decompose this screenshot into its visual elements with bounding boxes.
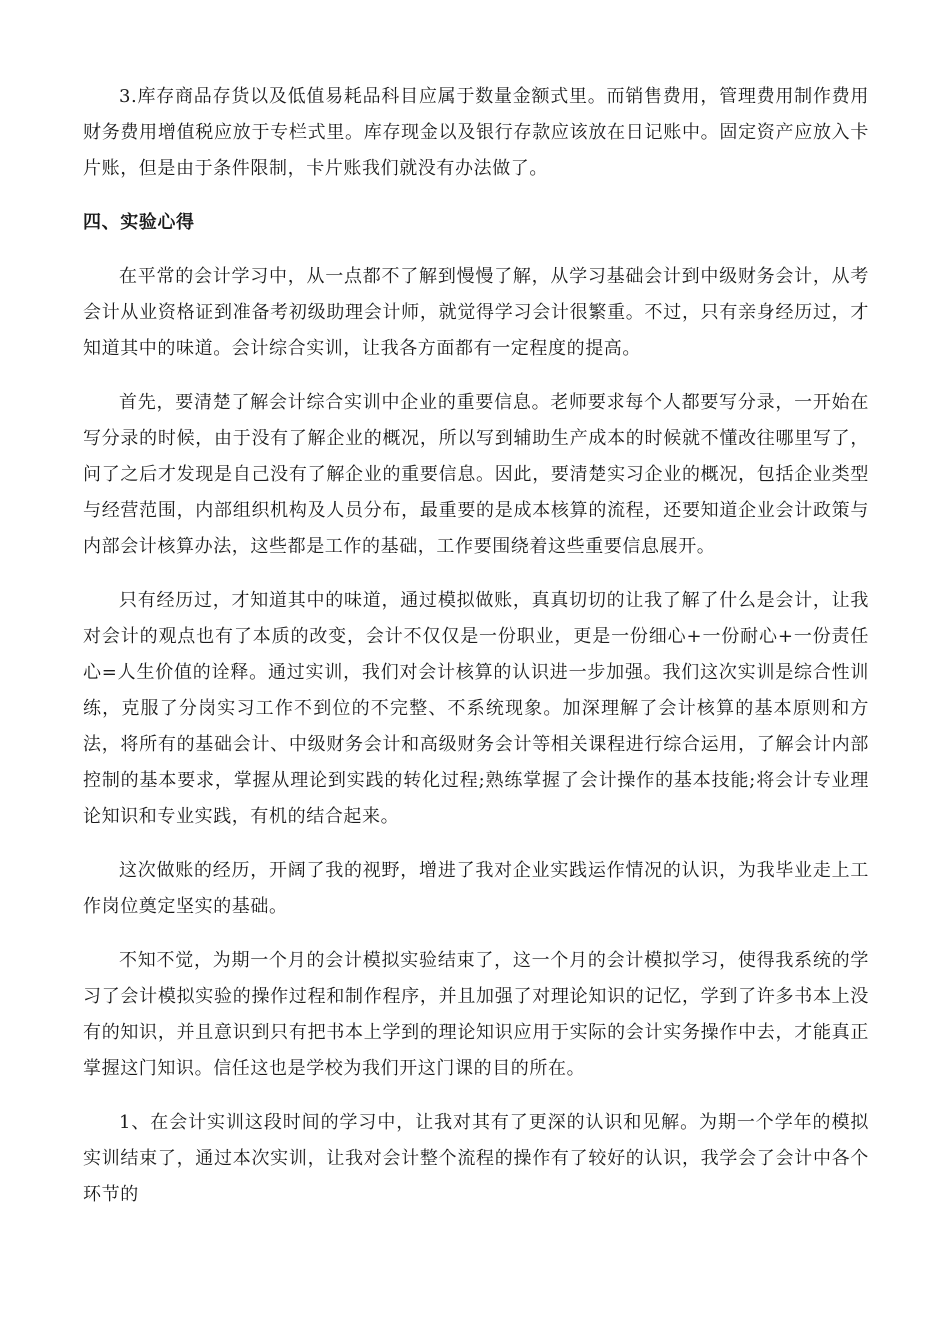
document-page — [83, 79, 869, 1231]
paragraph-first-point: 首先，要清楚了解会计综合实训中企业的重要信息。老师要求每个人都要写分录，一开始在写分录的时候，由于没有了解企业的概况，所以写到辅助生产成本的时候就不懂改往哪里写了，问了之后才发现是自己没有了解企业的重要信息。因此，要清楚实习企业的概况，包括企业类型与经营范围，内部组织机构及人员分布，最重要的是成本核算的流程，还要知道企业会计政策与内部会计核算办法，这些都是工作的基础，工作要围绕着这些重要信息展开。 — [83, 392, 869, 557]
paragraph-intro: 在平常的会计学习中，从一点都不了解到慢慢了解，从学习基础会计到中级财务会计，从考会计从业资格证到准备考初级助理会计师，就觉得学习会计很繁重。不过，只有亲身经历过，才知道其中的味道。会计综合实训，让我各方面都有一定程度的提高。 — [83, 266, 869, 359]
paragraph-inventory-accounts: 3.库存商品存货以及低值易耗品科目应属于数量金额式里。而销售费用，管理费用制作费用财务费用增值税应放于专栏式里。库存现金以及银行存款应该放在日记账中。固定资产应放入卡片账，但是由于条件限制，卡片账我们就没有办法做了。 — [83, 86, 869, 179]
paragraph-vision: 这次做账的经历，开阔了我的视野，增进了我对企业实践运作情况的认识，为我毕业走上工作岗位奠定坚实的基础。 — [83, 860, 869, 917]
section-heading: 四、实验心得 — [83, 212, 195, 233]
paragraph-month-summary: 不知不觉，为期一个月的会计模拟实验结束了，这一个月的会计模拟学习，使得我系统的学习了会计模拟实验的操作过程和制作程序，并且加强了对理论知识的记忆，学到了许多书本上没有的知识，并且意识到只有把书本上学到的理论知识应用于实际的会计实务操作中去，才能真正掌握这门知识。信任这也是学校为我们开这门课的目的所在。 — [83, 950, 869, 1079]
paragraph-item-one: 1、在会计实训这段时间的学习中，让我对其有了更深的认识和见解。为期一个学年的模拟实训结束了，通过本次实训，让我对会计整个流程的操作有了较好的认识，我学会了会计中各个环节的 — [83, 1112, 869, 1205]
paragraph-experience: 只有经历过，才知道其中的味道，通过模拟做账，真真切切的让我了解了什么是会计，让我对会计的观点也有了本质的改变，会计不仅仅是一份职业，更是一份细心+一份耐心+一份责任心=人生价值的诠释。通过实训，我们对会计核算的认识进一步加强。我们这次实训是综合性训练，克服了分岗实习工作不到位的不完整、不系统现象。加深理解了会计核算的基本原则和方法，将所有的基础会计、中级财务会计和高级财务会计等相关课程进行综合运用，了解会计内部控制的基本要求，掌握从理论到实践的转化过程;熟练掌握了会计操作的基本技能;将会计专业理论知识和专业实践，有机的结合起来。 — [83, 590, 869, 827]
